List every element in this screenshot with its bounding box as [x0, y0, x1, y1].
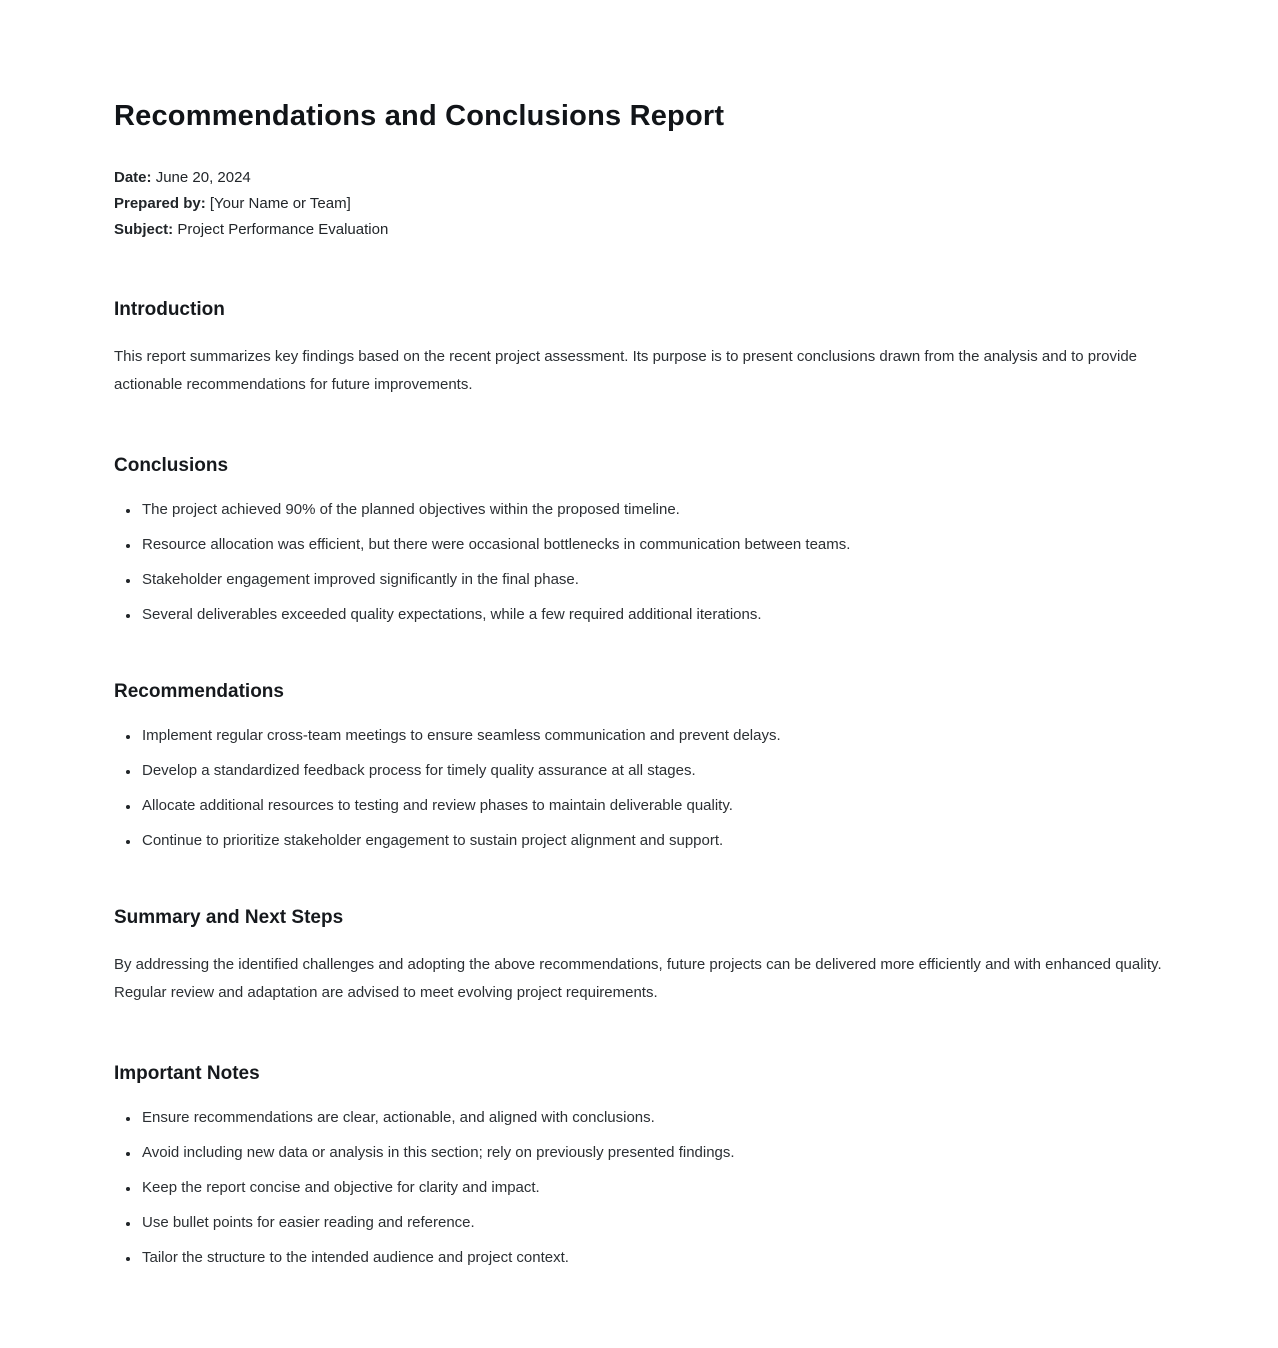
meta-block [114, 165, 1164, 243]
meta-value-date: June 20, 2024 [155, 169, 251, 186]
section-summary-next-steps [114, 907, 1164, 1007]
list-item: • Implement regular cross-team meetings to ensure seamless communication and prevent delays. [140, 725, 1164, 746]
section-heading-conclusions: Conclusions [114, 455, 229, 476]
meta-value-prepared-by: [Your Name or Team] [209, 195, 351, 212]
section-heading-summary-next-steps: Summary and Next Steps [114, 907, 344, 928]
list-item: • Ensure recommendations are clear, actionable, and aligned with conclusions. [140, 1107, 1164, 1128]
page-title: Recommendations and Conclusions Report [114, 100, 725, 132]
list-item: • Allocate additional resources to testing and review phases to maintain deliverable quality. [140, 795, 1164, 816]
list-item: • Resource allocation was efficient, but there were occasional bottlenecks in communication between teams. [140, 534, 1164, 555]
list-item: • Stakeholder engagement improved significantly in the final phase. [140, 569, 1164, 590]
meta-label-subject: Subject: [114, 221, 174, 238]
list-item: • The project achieved 90% of the planned objectives within the proposed timeline. [140, 499, 1164, 520]
meta-label-prepared-by: Prepared by: [114, 195, 206, 212]
section-recommendations [114, 681, 1164, 851]
list-item: • Continue to prioritize stakeholder engagement to sustain project alignment and support. [140, 830, 1164, 851]
section-important-notes [114, 1063, 1164, 1268]
section-introduction [114, 299, 1164, 399]
meta-line-subject [114, 217, 1164, 243]
list-item: • Several deliverables exceeded quality expectations, while a few required additional iterations. [140, 604, 1164, 625]
section-heading-introduction: Introduction [114, 299, 225, 320]
list-item: • Use bullet points for easier reading and reference. [140, 1212, 1164, 1233]
list-item: • Keep the report concise and objective for clarity and impact. [140, 1177, 1164, 1198]
meta-value-subject: Project Performance Evaluation [177, 221, 389, 238]
recommendations-list [114, 725, 1164, 851]
conclusions-list [114, 499, 1164, 625]
list-item: • Avoid including new data or analysis in this section; rely on previously presented findings. [140, 1142, 1164, 1163]
meta-label-date: Date: [114, 169, 152, 186]
section-heading-recommendations: Recommendations [114, 681, 284, 702]
meta-line-prepared-by [114, 191, 1164, 217]
report-document [114, 100, 1164, 1268]
list-item: • Develop a standardized feedback process for timely quality assurance at all stages. [140, 760, 1164, 781]
important-notes-list [114, 1107, 1164, 1268]
introduction-paragraph: This report summarizes key findings based on the recent project assessment. Its purpose is to present conclusions drawn from the analysis and to provide actionable recommendations for future improvements. [114, 348, 1138, 393]
meta-line-date [114, 165, 1164, 191]
summary-paragraph: By addressing the identified challenges and adopting the above recommendations, future projects can be delivered more efficiently and with enhanced quality. Regular review and adaptation are advised to meet evolving project requirements. [114, 956, 1162, 1001]
section-heading-important-notes: Important Notes [114, 1063, 260, 1084]
list-item: • Tailor the structure to the intended audience and project context. [140, 1247, 1164, 1268]
section-conclusions [114, 455, 1164, 625]
